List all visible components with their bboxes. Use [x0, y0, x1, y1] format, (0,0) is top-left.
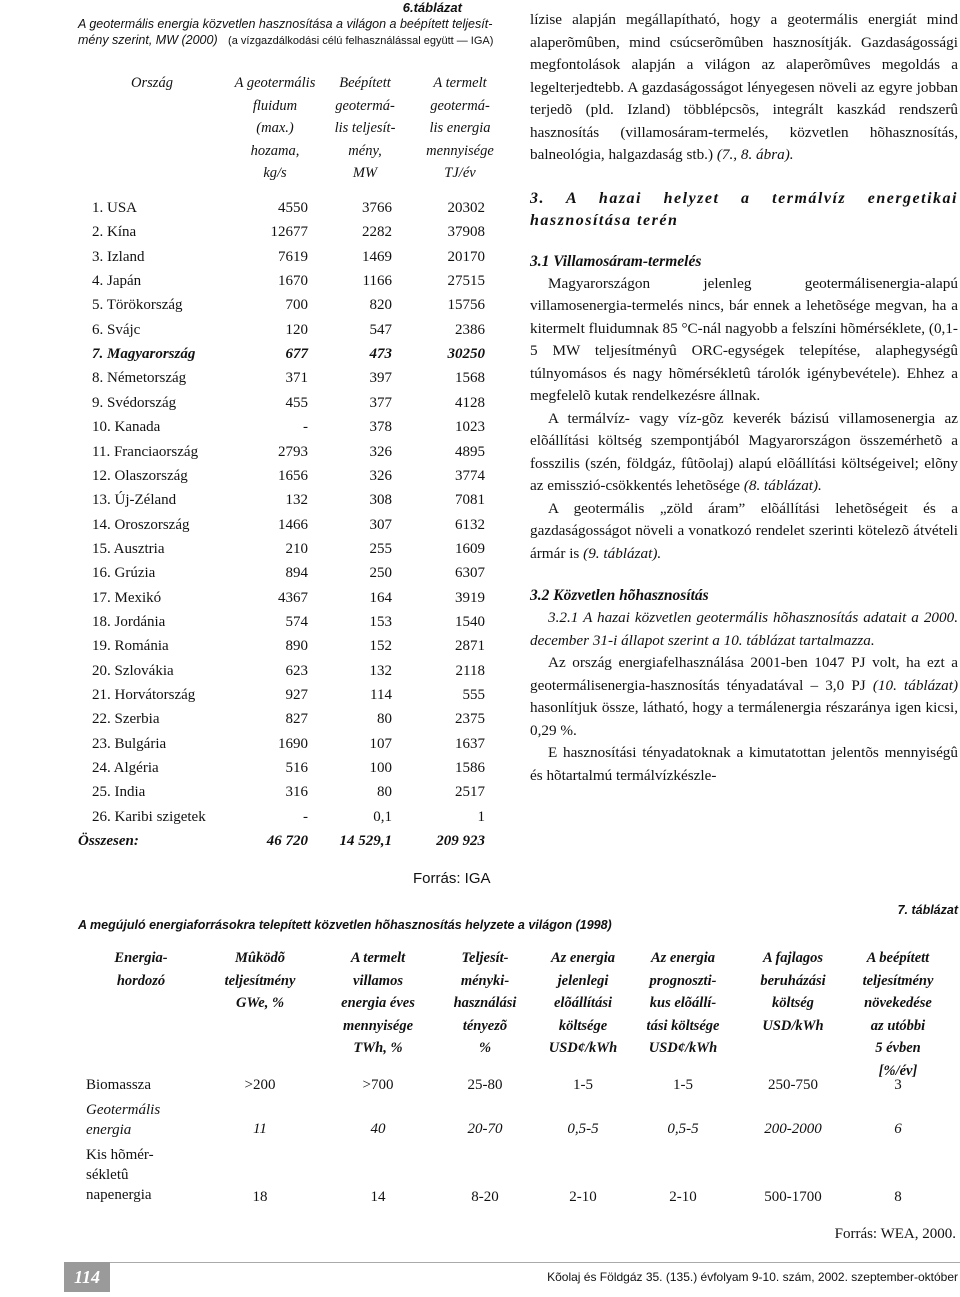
paragraph-4-reference: (9. táblázat). [583, 544, 662, 562]
paragraph-6-text-a: Az ország energiafelhasználása 2001-ben 1047 PJ volt, ha ezt a geotermálisenergia-hasznosítás tényadatával – 3,0 PJ [530, 654, 958, 694]
header-line: tényezõ [462, 1017, 508, 1034]
table-cell-v2: 378 [369, 419, 392, 436]
header-line: Energia- [114, 950, 168, 966]
table-cell-v3: 2517 [455, 784, 485, 801]
table-cell-name: 7. Magyarország [92, 346, 196, 363]
table-row [0, 610, 520, 634]
header-installed-line: Beépített [339, 75, 391, 91]
table-cell-v2: 152 [369, 638, 392, 655]
header-line: villamos [353, 972, 403, 989]
table-cell-name: 5. Törökország [92, 297, 183, 314]
table-7-row-name [86, 1075, 151, 1095]
table-cell-v1: 210 [285, 540, 308, 557]
table-cell-v2: 100 [369, 760, 392, 777]
header-line: % [478, 1040, 492, 1056]
table-cell-name: 21. Horvátország [92, 687, 196, 703]
total-cell-v2: 14 529,1 [339, 833, 392, 850]
table-6-header-energy [410, 72, 510, 185]
table-row [0, 707, 520, 731]
table-row [0, 513, 520, 537]
table-cell-name: 11. Franciaország [92, 443, 199, 460]
table-row [0, 634, 520, 658]
header-line: A beépített [866, 950, 930, 966]
table-cell-v1: 574 [285, 613, 308, 630]
paragraph-3 [530, 408, 958, 498]
table-cell-v3: 15756 [447, 297, 485, 314]
header-line: tási költsége [646, 1017, 720, 1034]
header-installed-line: mény, [348, 142, 382, 159]
paragraph-6-text-b: hasonlítjuk össze, látható, hogy a termálenergia részaránya igen kicsi, 0,29 %. [530, 699, 958, 739]
table-6-caption [78, 16, 518, 49]
table-cell-v1: 455 [285, 394, 308, 411]
table-row [0, 464, 520, 488]
table-cell-v3: 2375 [455, 711, 485, 728]
table-row [0, 245, 520, 269]
table-cell-v2: 326 [369, 467, 392, 484]
table-7-cell: 20-70 [467, 1121, 503, 1137]
table-7-cell: 6 [894, 1121, 902, 1137]
table-cell-v2: 397 [369, 370, 392, 387]
table-cell-v1: 700 [285, 297, 308, 314]
table-row [0, 659, 520, 683]
table-cell-name: 3. Izland [92, 248, 145, 265]
table-7-row-name [86, 1145, 154, 1205]
table-cell-name: 15. Ausztria [92, 540, 165, 557]
table-cell-v1: 1466 [278, 516, 308, 533]
table-7-caption: A megújuló energiaforrásokra telepített közvetlen hõhasznosítás helyzete a világon (1998) [78, 918, 612, 932]
paragraph-1-reference: (7., 8. ábra). [716, 146, 794, 163]
table-cell-name: 4. Japán [92, 273, 142, 290]
table-row [0, 415, 520, 439]
table-7-cell: 40 [370, 1121, 386, 1137]
table-cell-v2: 820 [369, 297, 392, 314]
header-line: ményki- [460, 972, 510, 989]
table-cell-name: 6. Svájc [92, 321, 141, 338]
header-line: költség [772, 995, 814, 1011]
page-number: 114 [64, 1262, 110, 1292]
table-row [0, 780, 520, 804]
table-cell-v3: 6307 [455, 565, 485, 582]
header-fluid-line: A geotermális [234, 75, 316, 91]
header-line: energia éves [341, 995, 415, 1011]
table-7-label: 7. táblázat [897, 903, 958, 917]
table-7-cell: 11 [253, 1121, 267, 1137]
table-7-cell: 2-10 [569, 1189, 597, 1205]
table-cell-v3: 1637 [455, 735, 485, 752]
paragraph-3-text: A termálvíz- vagy víz-gõz keverék bázisú villamosenergia az elõállítási költség szempontjából Magyarországon összemérhetõ a fosszilis (szén, földgáz, fûtõolaj) alapú elõállítási költségeivel; elõny az emisszió-csökkentés lehetõsége [530, 409, 958, 494]
header-fluid-line: kg/s [263, 165, 287, 181]
section-3-2-heading: 3.2 Közvetlen hõhasznosítás [530, 587, 709, 604]
table-cell-name: 14. Oroszország [92, 516, 190, 533]
paragraph-2: Magyarországon jelenleg geotermálisenergia-alapú villamosenergia-termelés nincs, bár ennek a lehetõsége megvan, ha a kitermelt fluidumnak 85 °C-nál nagyobb a felszíni hõmérséklete, (0,1-5 MW teljesítményû ORC-egységek telepítése, alaphegységû túlnyomásos és nagy hõmérsékletû tárolók igénybevétele). Ehhez a megfelelõ kutak rendelkezésre állnak. [530, 274, 958, 404]
row-name-line: Biomassza [86, 1077, 151, 1093]
table-row [0, 683, 520, 707]
table-cell-v3: 1023 [455, 419, 485, 436]
table-cell-v3: 6132 [455, 516, 485, 533]
table-cell-v1: 516 [285, 760, 308, 777]
table-6-header-country: Ország [131, 75, 173, 91]
table-6-caption-line1: A geotermális energia közvetlen hasznosítása a világon a beépített teljesít- [78, 17, 493, 31]
table-cell-v1: 4367 [278, 589, 308, 606]
table-7-cell: 1-5 [573, 1077, 593, 1093]
paragraph-5: 3.2.1 A hazai közvetlen geotermális hõhasznosítás adatait a 2000. december 31-i állapot szerint a 10. táblázat tartalmazza. [530, 609, 958, 649]
table-7-header-cell [843, 947, 953, 1082]
table-7-cell: >200 [244, 1077, 276, 1093]
table-cell-name: 2. Kína [92, 224, 137, 241]
header-line: mennyisége [342, 1017, 414, 1034]
header-line: Mûködõ [235, 950, 285, 966]
row-name-line: Kis hõmér- [86, 1147, 154, 1163]
table-7-cell: 8 [894, 1189, 902, 1205]
table-cell-v3: 1 [477, 808, 485, 825]
table-cell-v3: 2871 [455, 638, 485, 655]
table-cell-v3: 3774 [455, 467, 485, 484]
table-7-header-cell [86, 947, 196, 992]
table-cell-v2: 2282 [362, 224, 392, 241]
table-total-row [0, 829, 520, 853]
table-row [0, 366, 520, 390]
header-line: Az energia [650, 950, 716, 966]
header-line: az utóbbi [870, 1017, 926, 1034]
table-7-cell: >700 [362, 1077, 394, 1093]
table-cell-v3: 1586 [455, 760, 485, 777]
table-cell-name: 17. Mexikó [92, 589, 162, 606]
table-cell-v2: 80 [377, 784, 392, 801]
table-cell-v3: 27515 [447, 273, 485, 290]
table-cell-v1: 7619 [278, 248, 308, 265]
paragraph-1 [530, 9, 958, 167]
table-row [0, 440, 520, 464]
table-cell-name: 16. Grúzia [92, 565, 156, 582]
table-cell-v2: 377 [369, 394, 392, 411]
header-line: USD¢/kWh [648, 1040, 718, 1056]
table-cell-name: 9. Svédország [92, 394, 177, 411]
paragraph-7: E hasznosítási tényadatoknak a kimutatottan jelentõs mennyiségû és hõtartalmú termálvízkészle- [530, 744, 958, 784]
table-7-cell: 250-750 [768, 1077, 818, 1093]
table-cell-v1: 4550 [278, 200, 308, 216]
table-row [0, 537, 520, 561]
table-row [0, 586, 520, 610]
table-cell-name: 12. Olaszország [92, 467, 188, 484]
header-line: TWh, % [353, 1040, 403, 1056]
header-line: Az energia [550, 950, 616, 966]
table-7-cell: 18 [252, 1189, 268, 1205]
table-cell-v2: 1469 [362, 248, 392, 265]
table-6-source: Forrás: IGA [413, 870, 491, 887]
header-line: A termelt [350, 950, 406, 966]
table-6-caption-line2-text: mény szerint, MW (2000) [78, 33, 218, 47]
row-name-line: sékletû [86, 1167, 129, 1183]
total-cell-v1: 46 720 [266, 833, 308, 850]
table-7-cell: 25-80 [467, 1077, 503, 1093]
paragraph-3-reference: (8. táblázat). [743, 477, 822, 494]
table-cell-v1: 1656 [278, 467, 308, 484]
table-cell-v2: 250 [369, 565, 392, 582]
table-cell-v1: 1690 [278, 735, 308, 752]
table-cell-name: 18. Jordánia [92, 613, 166, 630]
table-row [0, 220, 520, 244]
header-line: használási [453, 995, 517, 1011]
header-line: elõállítási [554, 995, 612, 1011]
header-line: A fajlagos [762, 950, 824, 966]
header-installed-line: geotermá- [335, 97, 395, 114]
table-cell-v1: 2793 [278, 443, 308, 460]
table-row [0, 561, 520, 585]
header-line: prognoszti- [649, 972, 717, 989]
table-row [0, 318, 520, 342]
table-cell-v3: 1609 [455, 540, 485, 557]
header-energy-line: lis energia [429, 120, 491, 136]
table-cell-v2: 255 [369, 540, 392, 557]
table-cell-name: 20. Szlovákia [92, 662, 174, 679]
table-cell-v2: 153 [369, 613, 392, 630]
row-name-line: napenergia [86, 1187, 152, 1203]
table-cell-v3: 3919 [455, 589, 485, 606]
header-energy-line: geotermá- [430, 97, 490, 114]
table-cell-v2: 107 [369, 735, 392, 752]
table-cell-v1: 623 [285, 662, 308, 679]
paragraph-6-reference: (10. táblázat) [872, 676, 959, 694]
table-row [0, 391, 520, 415]
table-cell-v2: 132 [369, 662, 392, 679]
table-cell-v2: 114 [370, 687, 392, 703]
table-cell-v1: 120 [285, 321, 308, 338]
table-row [0, 293, 520, 317]
header-line: Teljesít- [461, 950, 509, 966]
table-cell-name: 24. Algéria [92, 760, 159, 777]
row-name-line: Geotermális [86, 1102, 161, 1118]
header-energy-line: mennyisége [426, 142, 494, 159]
header-installed-line: MW [352, 165, 378, 181]
table-7-cell: 14 [370, 1189, 386, 1205]
table-row [0, 196, 520, 220]
table-row [0, 805, 520, 829]
table-cell-v3: 2118 [455, 662, 485, 679]
header-fluid-line: hozama, [250, 142, 300, 159]
header-line: teljesítmény [862, 972, 934, 989]
table-7-header-cell [628, 947, 738, 1060]
table-cell-v2: 164 [369, 589, 392, 606]
header-line: 5 évben [875, 1040, 921, 1056]
table-cell-name: 25. India [92, 784, 146, 801]
table-cell-v1: 827 [285, 711, 308, 728]
header-installed-line: lis teljesít- [334, 120, 396, 136]
paragraph-4-text: A geotermális „zöld áram” elõállítási lehetõségeit és a gazdaságosságot növeli a vonatkozó rendelet szerinti kötelezõ átvételi ármár is [530, 499, 958, 562]
table-7-row-name [86, 1100, 160, 1140]
paragraph-4 [530, 498, 958, 566]
header-line: GWe, % [235, 995, 285, 1011]
table-cell-v3: 37908 [447, 224, 485, 241]
header-fluid-line: (max.) [256, 120, 294, 136]
table-cell-v2: 307 [369, 516, 392, 533]
header-line: teljesítmény [224, 972, 296, 989]
table-cell-name: 10. Kanada [92, 419, 161, 436]
header-line: USD¢/kWh [548, 1040, 618, 1056]
table-cell-v3: 555 [462, 687, 485, 703]
table-cell-v3: 20302 [447, 200, 485, 216]
table-cell-v1: 927 [285, 687, 308, 703]
table-cell-name: 19. Románia [92, 638, 169, 655]
table-7-cell: 0,5-5 [567, 1121, 599, 1137]
table-cell-v1: 890 [285, 638, 308, 655]
table-row [0, 342, 520, 366]
table-row [0, 756, 520, 780]
table-cell-v3: 2386 [455, 321, 485, 338]
table-7-header-cell [440, 947, 530, 1060]
section-3-1-heading: 3.1 Villamosáram-termelés [530, 252, 702, 270]
table-cell-name: 8. Németország [92, 370, 187, 387]
table-cell-v1: 132 [285, 492, 308, 509]
table-7-header-cell [205, 947, 315, 1015]
table-cell-v2: 1166 [362, 273, 392, 290]
paragraph-1-text: lízise alapján megállapítható, hogy a geotermális energiát mind alaperõmûben, mind csúcserõmûben hasznosítják. Gazdaságossági megfontolások alapján a világon az alaperõmûves megoldás a legelterjedtebb. A gazdaságosságot lényegesen növeli az egyre jobban terjedõ (pld. Izland) többlépcsõs, integrált kaszkád rendszerû hasznosítás (villamosáram-termelés, közvetlen hõhasznosítás, balneológia, halgazdaság stb.) [530, 11, 958, 163]
table-cell-v1: 12677 [270, 224, 308, 241]
table-cell-v3: 1540 [455, 613, 485, 630]
table-7-cell: 8-20 [471, 1189, 499, 1205]
header-energy-line: A termelt [433, 75, 487, 91]
table-7-cell: 1-5 [673, 1077, 693, 1093]
header-line: hordozó [116, 972, 166, 989]
table-cell-v2: 473 [369, 346, 392, 363]
table-cell-v2: 80 [377, 711, 392, 728]
table-7-cell: 0,5-5 [667, 1121, 699, 1137]
table-7-header-cell [321, 947, 436, 1060]
section-3-heading: 3. A hazai helyzet a termálvíz energetikai hasznosítása terén [530, 189, 958, 229]
header-line: költsége [558, 1017, 608, 1034]
table-7-cell: 500-1700 [764, 1189, 822, 1205]
table-cell-name: 13. Új-Zéland [92, 492, 177, 509]
table-cell-v3: 4895 [455, 443, 485, 460]
table-cell-v3: 30250 [447, 346, 485, 363]
table-7-header-cell [533, 947, 633, 1060]
table-cell-v3: 4128 [455, 394, 485, 411]
table-7-cell: 3 [894, 1077, 902, 1093]
table-cell-name: 26. Karibi szigetek [92, 808, 206, 825]
table-cell-v1: - [303, 419, 308, 436]
table-row [0, 269, 520, 293]
table-cell-v2: 547 [369, 321, 392, 338]
right-column-text [530, 9, 958, 787]
table-cell-v1: 894 [285, 565, 308, 582]
paragraph-6 [530, 652, 958, 742]
table-row [0, 488, 520, 512]
table-7-header-cell [743, 947, 843, 1037]
table-cell-v1: 677 [285, 346, 308, 363]
table-cell-name: 23. Bulgária [92, 735, 167, 752]
table-cell-name: 22. Szerbia [92, 711, 160, 728]
header-line: [%/év] [878, 1062, 918, 1079]
table-cell-v2: 3766 [362, 200, 392, 216]
row-name-line: energia [86, 1122, 132, 1138]
table-cell-v1: 1670 [278, 273, 308, 290]
footer-rule [64, 1262, 960, 1263]
table-7-source: Forrás: WEA, 2000. [834, 1226, 956, 1242]
header-line: növekedése [864, 995, 932, 1011]
table-6-header-fluid [220, 72, 330, 185]
table-7-cell: 200-2000 [764, 1121, 822, 1137]
table-row [0, 732, 520, 756]
header-energy-line: TJ/év [444, 165, 476, 181]
table-cell-v2: 308 [369, 492, 392, 509]
table-7-cell: 2-10 [669, 1189, 697, 1205]
table-cell-v1: 371 [285, 370, 308, 387]
table-cell-v3: 7081 [455, 492, 485, 509]
header-line: jelenlegi [557, 972, 609, 989]
table-cell-v3: 1568 [455, 370, 485, 387]
table-cell-name: 1. USA [92, 200, 138, 216]
table-6-caption-line2 [78, 32, 518, 49]
table-cell-v1: 316 [285, 784, 308, 801]
table-6-label: 6.táblázat [402, 0, 462, 15]
table-6-header-installed [320, 72, 410, 185]
table-cell-v3: 20170 [447, 248, 485, 265]
total-cell-v3: 209 923 [436, 833, 485, 850]
header-line: kus elõállí- [649, 995, 717, 1011]
table-6-caption-note: (a vízgazdálkodási célú felhasználással együtt — IGA) [228, 35, 494, 47]
table-cell-v2: 326 [369, 443, 392, 460]
journal-footer: Kõolaj és Földgáz 35. (135.) évfolyam 9-10. szám, 2002. szeptember-október [547, 1270, 958, 1284]
header-fluid-line: fluidum [252, 97, 298, 114]
table-cell-v1: - [303, 808, 308, 825]
header-line: USD/kWh [762, 1017, 824, 1034]
total-cell-name: Összesen: [78, 833, 139, 850]
header-line: beruházási [760, 972, 826, 989]
table-cell-v2: 0,1 [373, 808, 392, 825]
